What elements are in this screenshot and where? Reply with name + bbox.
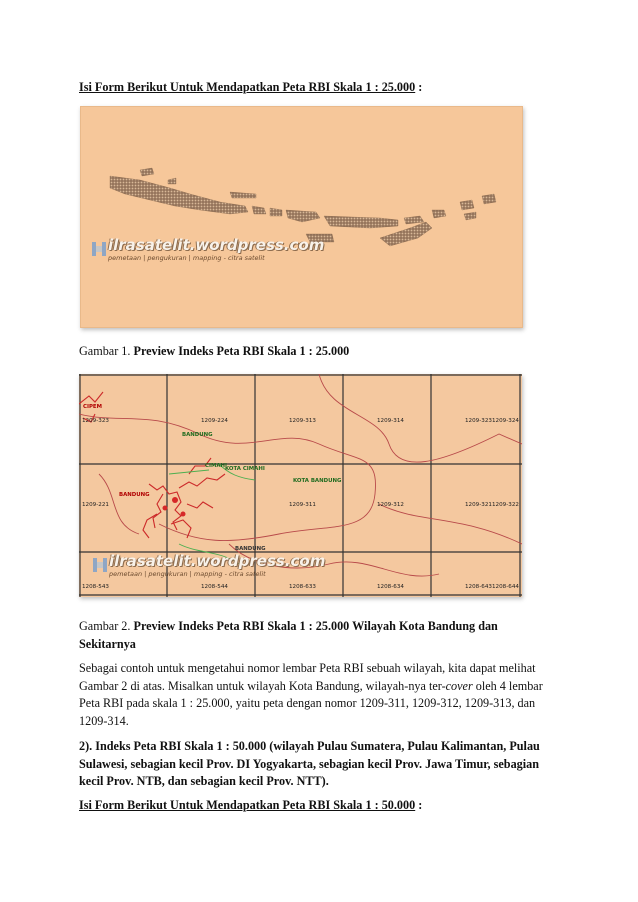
rbi-25k-index-map	[80, 106, 523, 328]
heading-rbi-25k: Isi Form Berikut Untuk Mendapatkan Peta RBI Skala 1 : 25.000 :	[79, 80, 423, 94]
place-label: CIMAHI	[205, 463, 228, 469]
sheet-label: 1208-543	[82, 584, 109, 590]
rbi-25k-bandung-index-map	[79, 374, 522, 597]
sheet-label: 1209-224	[201, 418, 228, 424]
sheet-label: 1208-643	[465, 584, 492, 590]
sheet-label: 1209-322	[492, 502, 519, 508]
sheet-label: 1209-324	[492, 418, 519, 424]
satellite-icon	[90, 236, 108, 264]
sheet-label: 1208-644	[492, 584, 519, 590]
watermark: ilrasatelit.wordpress.com pemetaan | pengukuran | mapping - citra satelit	[108, 236, 325, 262]
paragraph-rbi-50k: 2). Indeks Peta RBI Skala 1 : 50.000 (wilayah Pulau Sumatera, Pulau Kalimantan, Pulau Sulawesi, sebagian kecil Prov. DI Yogyakarta, sebagian kecil Prov. Jawa Timur, sebagian kecil Prov. NTB, dan sebagian kecil Prov. NTT).	[79, 739, 540, 788]
sheet-label: 1209-312	[377, 502, 404, 508]
sheet-label: 1209-311	[289, 502, 316, 508]
watermark: ilrasatelit.wordpress.com pemetaan | pengukuran | mapping - citra satelit	[109, 552, 326, 578]
caption-gambar-1: Gambar 1. Preview Indeks Peta RBI Skala 1 : 25.000	[79, 344, 350, 358]
sheet-label: 1209-323	[82, 418, 109, 424]
sheet-label: 1209-313	[289, 418, 316, 424]
sheet-label: 1209-321	[465, 502, 492, 508]
satellite-icon	[91, 552, 109, 580]
place-label: BANDUNG	[119, 492, 150, 498]
index-grid-islands	[80, 106, 523, 328]
place-label: BANDUNG	[235, 546, 266, 552]
sheet-label: 1208-544	[201, 584, 228, 590]
place-label: CIPEM	[83, 404, 102, 410]
sheet-label: 1208-633	[289, 584, 316, 590]
sheet-label: 1208-634	[377, 584, 404, 590]
sheet-label: 1209-323	[465, 418, 492, 424]
caption-gambar-2: Gambar 2. Preview Indeks Peta RBI Skala 1 : 25.000 Wilayah Kota Bandung dan Sekitarnya	[79, 619, 498, 651]
sheet-label: 1209-221	[82, 502, 109, 508]
heading-rbi-50k: Isi Form Berikut Untuk Mendapatkan Peta RBI Skala 1 : 50.000 :	[79, 798, 423, 812]
place-label: BANDUNG	[182, 432, 213, 438]
paragraph-example: Sebagai contoh untuk mengetahui nomor lembar Peta RBI sebuah wilayah, kita dapat melihat Gambar 2 di atas. Misalkan untuk wilayah Kota Bandung, wilayah-nya ter-cover oleh 4 lembar Peta RBI pada skala 1 : 25.000, yaitu peta dengan nomor 1209-311, 1209-312, 1209-313, dan 1209-314.	[79, 661, 543, 728]
sheet-label: 1209-314	[377, 418, 404, 424]
place-label: KOTA CIMAHI	[225, 466, 265, 472]
place-label: KOTA BANDUNG	[293, 478, 342, 484]
